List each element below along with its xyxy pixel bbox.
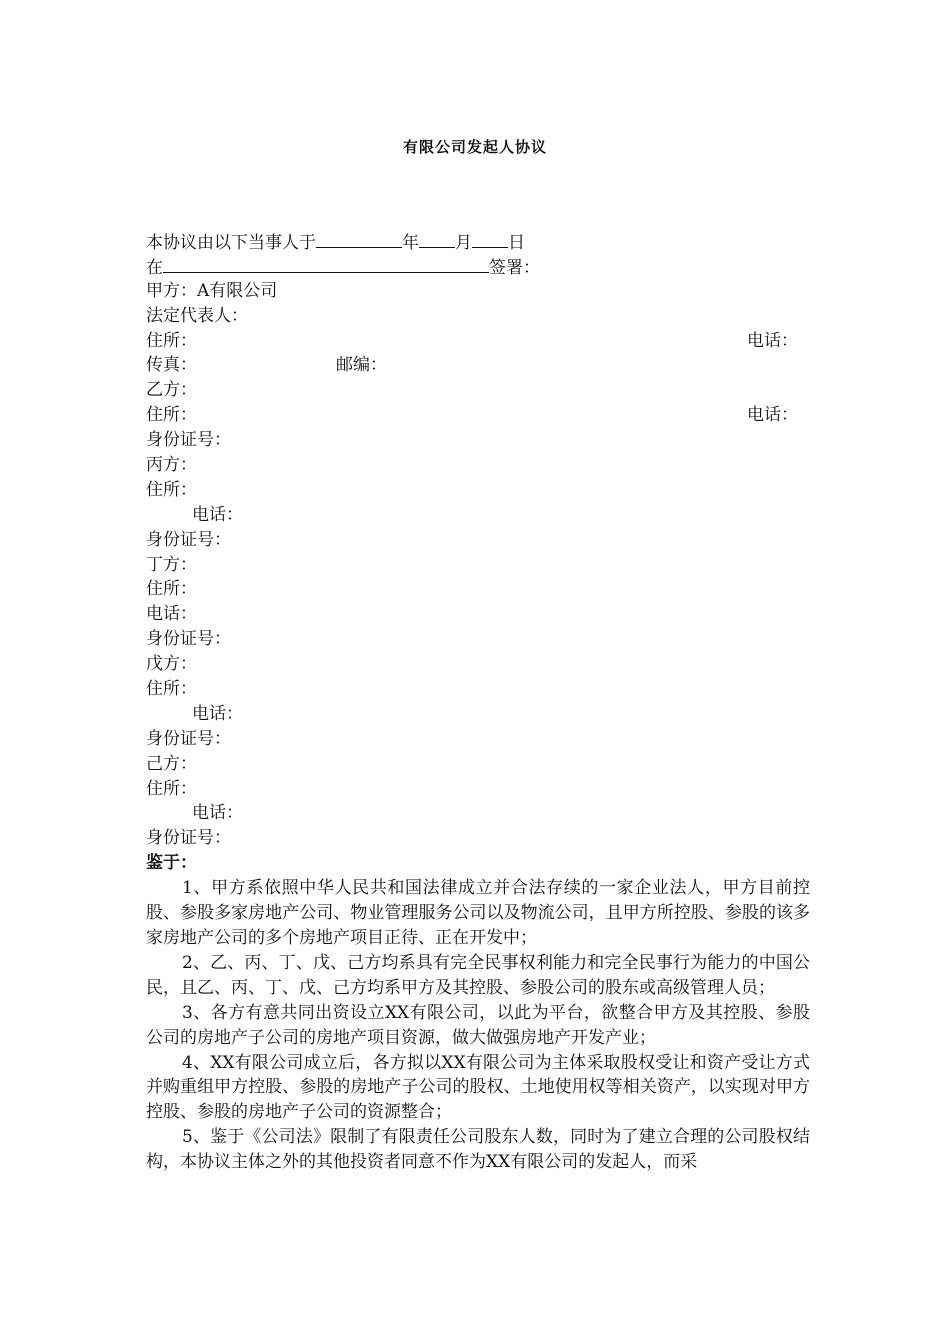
party-f-label: 己方： — [146, 753, 197, 774]
party-b-address-line — [146, 403, 810, 428]
party-a-fax-line — [146, 353, 810, 378]
intro-prefix: 本协议由以下当事人于 — [146, 233, 316, 253]
document-title: 有限公司发起人协议 — [402, 138, 547, 156]
year-label: 年 — [402, 233, 419, 253]
clause-2: 2、乙、丙、丁、戊、己方均系具有完全民事权利能力和完全民事行为能力的中国公民，且乙、丙、丁、戊、己方均系甲方及其控股、参股公司的股东或高级管理人员； — [146, 952, 810, 998]
party-e-label: 戊方： — [146, 654, 197, 675]
party-e-address: 住所： — [146, 679, 197, 700]
party-a-phone: 电话： — [747, 330, 798, 351]
party-a-label: 甲方：A有限公司 — [146, 280, 278, 301]
party-d-phone: 电话： — [146, 604, 197, 625]
clause-5: 5、鉴于《公司法》限制了有限责任公司股东人数，同时为了建立合理的公司股权结构，本协议主体之外的其他投资者同意不作为XX有限公司的发起人，而采 — [146, 1127, 810, 1173]
intro-at: 在 — [146, 257, 163, 278]
clause-3: 3、各方有意共同出资设立XX有限公司，以此为平台，欲整合甲方及其控股、参股公司的房地产子公司的房地产项目资源，做大做强房地产开发产业； — [146, 1002, 810, 1048]
clause-1: 1、甲方系依照中华人民共和国法律成立并合法存续的一家企业法人，甲方目前控股、参股多家房地产公司、物业管理服务公司以及物流公司，且甲方所控股、参股的该多家房地产公司的多个房地产项目正待、正在开发中； — [146, 878, 810, 948]
document-body — [146, 229, 810, 1175]
party-c-phone: 电话： — [192, 504, 243, 525]
party-a-address: 住所： — [146, 330, 197, 351]
intro-date-line — [146, 229, 810, 254]
year-blank — [316, 229, 402, 248]
intro-signed: 签署： — [489, 257, 540, 278]
party-a-postal: 邮编： — [336, 355, 387, 376]
party-b-address: 住所： — [146, 405, 197, 426]
party-f-id: 身份证号： — [146, 828, 231, 849]
party-a-fax: 传真： — [146, 355, 197, 376]
party-e-id: 身份证号： — [146, 728, 231, 749]
party-c-id: 身份证号： — [146, 529, 231, 550]
place-blank — [163, 254, 489, 273]
party-d-id: 身份证号： — [146, 629, 231, 650]
month-label: 月 — [455, 233, 472, 253]
intro-place-line — [146, 254, 810, 279]
party-a-address-line — [146, 329, 810, 354]
month-blank — [419, 229, 455, 248]
party-c-address: 住所： — [146, 479, 197, 500]
whereas-heading: 鉴于： — [146, 853, 197, 874]
party-d-label: 丁方： — [146, 554, 197, 575]
day-label: 日 — [508, 233, 525, 253]
day-blank — [472, 229, 508, 248]
party-c-label: 丙方： — [146, 455, 197, 476]
clause-4: 4、XX有限公司成立后，各方拟以XX有限公司为主体采取股权受让和资产受让方式并购重组甲方控股、参股的房地产子公司的股权、土地使用权等相关资产，以实现对甲方控股、参股的房地产子公司的资源整合； — [146, 1052, 810, 1123]
party-d-address: 住所： — [146, 579, 197, 600]
party-b-label: 乙方： — [146, 380, 197, 401]
party-b-phone: 电话： — [747, 405, 798, 426]
party-e-phone: 电话： — [192, 703, 243, 724]
party-f-address: 住所： — [146, 778, 197, 799]
party-f-phone: 电话： — [192, 803, 243, 824]
party-b-id: 身份证号： — [146, 430, 231, 451]
party-a-rep: 法定代表人： — [146, 305, 248, 326]
